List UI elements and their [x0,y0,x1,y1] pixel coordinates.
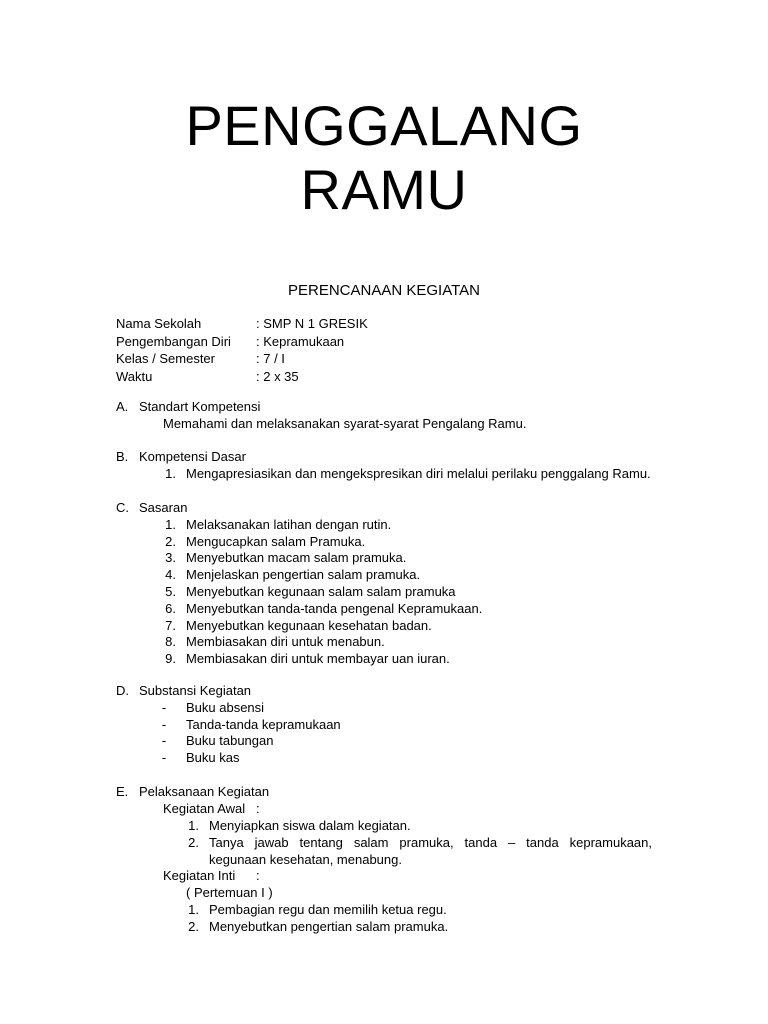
list-item [116,534,482,551]
info-value: : 7 / I [256,351,285,366]
list-item [116,550,482,567]
section-letter: D. [116,683,129,698]
kegiatan-inti-heading [116,868,652,885]
item-text: Menyebutkan tanda-tanda pengenal Kepramukaan. [186,600,483,616]
info-value: : Kepramukaan [256,333,345,349]
item-number: 5. [165,583,176,599]
item-text: Tanya jawab tentang salam pramuka, tanda – tanda kepramukaan, kegunaan kesehatan, menabung. [209,835,652,868]
section-title: Pelaksanaan Kegiatan [139,784,270,799]
section-title: Standart Kompetensi [139,399,261,414]
section-sasaran [116,500,482,668]
section-heading [116,449,651,466]
list-item [116,750,341,767]
item-text: Menyiapkan siswa dalam kegiatan. [209,817,411,833]
item-number: 2. [188,835,199,851]
section-heading [116,500,482,517]
section-heading [116,399,526,416]
section-kompetensi-dasar [116,449,651,483]
document-subtitle: PERENCANAAN KEGIATAN [288,282,480,299]
item-text: Membiasakan diri untuk membayar uan iuran. [186,651,450,667]
section-heading [116,784,652,801]
item-number: 8. [165,634,176,650]
item-number: 1. [188,817,199,833]
subsection-colon: : [256,800,260,816]
item-bullet: - [161,750,167,766]
item-text: Menyebutkan kegunaan kesehatan badan. [186,617,432,633]
item-text: Menyebutkan kegunaan salam salam pramuka [186,583,456,599]
item-text: Menjelaskan pengertian salam pramuka. [186,567,421,583]
item-text: Pembagian regu dan memilih ketua regu. [209,901,447,917]
pertemuan-label: ( Pertemuan I ) [186,885,273,901]
subsection-label: Kegiatan Inti [163,868,236,884]
list-item [116,733,341,750]
section-letter: C. [116,500,129,515]
item-number: 2. [188,918,199,934]
document-title-line-1: PENGGALANG [185,94,583,157]
info-row-class [116,350,368,368]
info-label: Pengembangan Diri [116,333,231,349]
info-label: Waktu [116,368,153,384]
kegiatan-awal-heading [116,801,652,818]
item-number: 6. [165,600,176,616]
list-item [116,584,482,601]
list-item [116,466,651,483]
section-title: Kompetensi Dasar [139,449,246,464]
section-standart-kompetensi [116,399,526,433]
item-text: Mengucapkan salam Pramuka. [186,533,366,549]
list-item [116,517,482,534]
item-text: Tanda-tanda kepramukaan [186,716,341,732]
section-substansi-kegiatan [116,683,341,767]
list-item [116,818,652,835]
info-label: Kelas / Semester [116,351,215,366]
list-item [116,919,652,936]
item-number: 1. [165,516,176,532]
info-label: Nama Sekolah [116,316,202,331]
info-row-development [116,333,368,351]
item-text: Menyebutkan pengertian salam pramuka. [209,918,449,934]
section-letter: B. [116,449,129,464]
info-row-school [116,315,368,333]
section-pelaksanaan-kegiatan [116,784,652,936]
item-number: 7. [165,617,176,633]
list-item [116,567,482,584]
item-number: 1. [165,465,176,481]
section-text: Memahami dan melaksanakan syarat-syarat Pengalang Ramu. [163,415,527,431]
list-item [116,717,341,734]
item-text: Buku kas [186,750,240,766]
subsection-colon: : [256,868,260,884]
list-item [116,634,482,651]
list-item [116,618,482,635]
item-number: 9. [165,651,176,667]
list-item [116,601,482,618]
section-heading [116,683,341,700]
section-title: Substansi Kegiatan [139,683,252,698]
identity-info-block [116,315,368,385]
item-bullet: - [161,733,167,749]
document-title-line-2: RAMU [300,158,468,221]
item-text: Buku tabungan [186,733,274,749]
item-bullet: - [161,716,167,732]
info-value: : SMP N 1 GRESIK [256,316,368,331]
item-text: Melaksanakan latihan dengan rutin. [186,516,392,532]
item-text: Buku absensi [186,699,265,715]
item-number: 4. [165,567,176,583]
item-number: 1. [188,901,199,917]
section-letter: E. [116,784,129,799]
section-letter: A. [116,399,129,414]
item-text: Membiasakan diri untuk menabun. [186,634,385,650]
item-number: 3. [165,550,176,566]
list-item [116,834,652,868]
info-row-time [116,368,368,386]
item-number: 2. [165,533,176,549]
subsection-label: Kegiatan Awal [163,800,246,816]
list-item [116,700,341,717]
info-value: : 2 x 35 [256,368,299,384]
item-text: Menyebutkan macam salam pramuka. [186,550,407,566]
list-item [116,651,482,668]
section-title: Sasaran [139,500,188,515]
item-text: Mengapresiasikan dan mengekspresikan diri melalui perilaku penggalang Ramu. [186,465,651,481]
list-item [116,902,652,919]
item-bullet: - [161,699,167,715]
